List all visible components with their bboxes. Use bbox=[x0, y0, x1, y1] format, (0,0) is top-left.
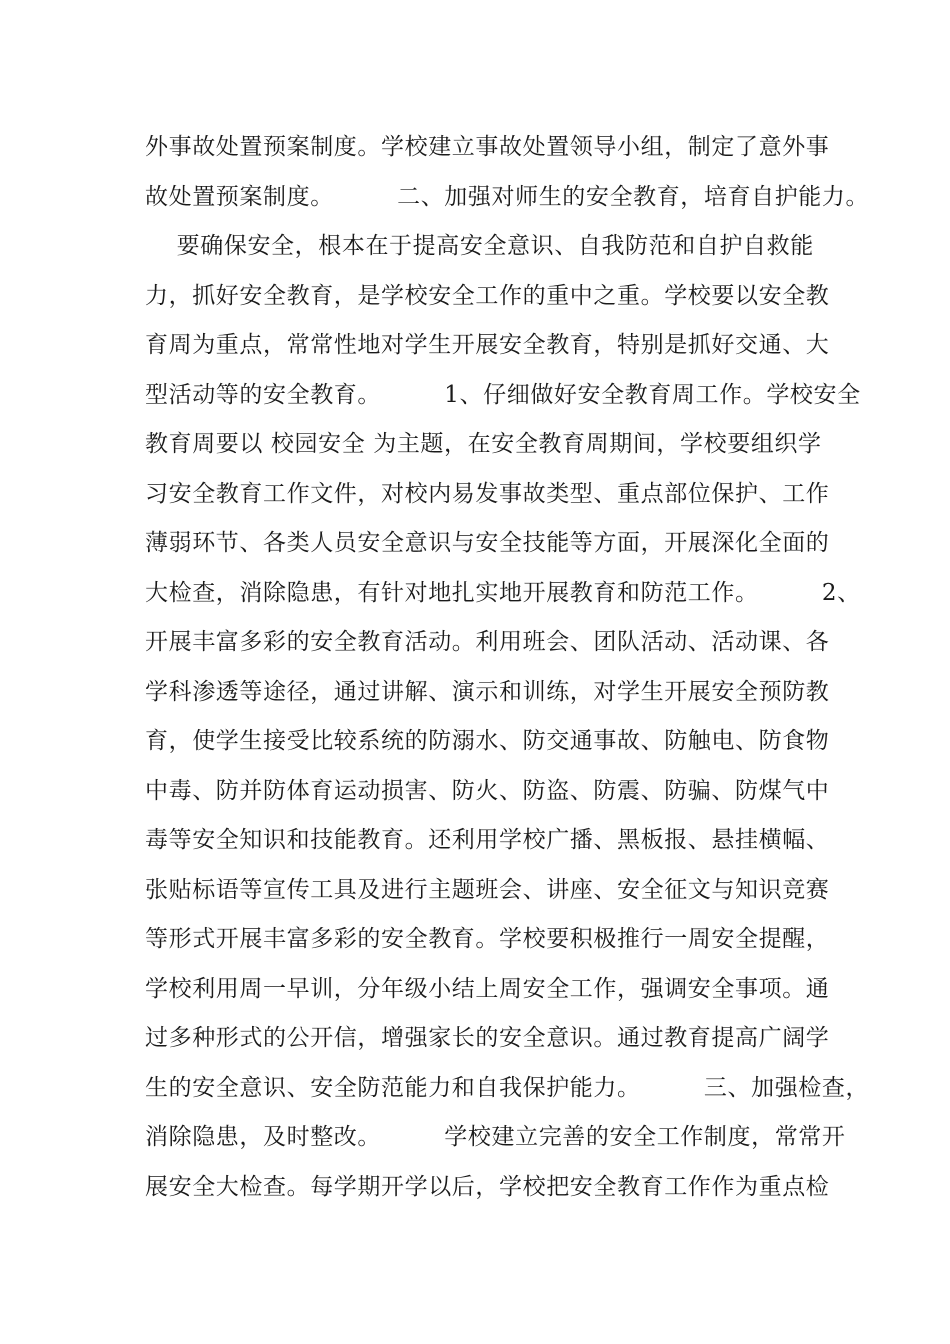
text-line: 大检查，消除隐患，有针对地扎实地开展教育和防范工作。 2、 bbox=[145, 579, 861, 606]
text-line: 育，使学生接受比较系统的防溺水、防交通事故、防触电、防食物 bbox=[145, 728, 830, 754]
text-line: 张贴标语等宣传工具及进行主题班会、讲座、安全征文与知识竞赛 bbox=[145, 876, 830, 903]
text-line: 展安全大检查。每学期开学以后，学校把安全教育工作作为重点检 bbox=[145, 1173, 830, 1200]
text-line: 中毒、防并防体育运动损害、防火、防盗、防震、防骗、防煤气中 bbox=[145, 777, 830, 804]
text-line: 毒等安全知识和技能教育。还利用学校广播、黑板报、悬挂横幅、 bbox=[145, 827, 830, 853]
text-line: 要确保安全，根本在于提高安全意识、自我防范和自护自救能 bbox=[145, 233, 814, 259]
text-line: 开展丰富多彩的安全教育活动。利用班会、团队活动、活动课、各 bbox=[145, 629, 830, 655]
text-line: 生的安全意识、安全防范能力和自我保护能力。 三、加强检查， bbox=[145, 1074, 870, 1101]
text-line: 习安全教育工作文件，对校内易发事故类型、重点部位保护、工作 bbox=[145, 480, 830, 507]
text-line: 消除隐患，及时整改。 学校建立完善的安全工作制度，常常开 bbox=[145, 1124, 846, 1150]
text-line: 外事故处置预案制度。学校建立事故处置领导小组，制定了意外事 bbox=[145, 134, 830, 160]
text-line: 育周为重点，常常性地对学生开展安全教育，特别是抓好交通、大 bbox=[145, 332, 830, 358]
text-line: 学科渗透等途径，通过讲解、演示和训练，对学生开展安全预防教 bbox=[145, 678, 830, 705]
text-line: 学校利用周一早训，分年级小结上周安全工作，强调安全事项。通 bbox=[145, 975, 830, 1002]
text-line: 型活动等的安全教育。 1、仔细做好安全教育周工作。学校安全 bbox=[145, 381, 861, 408]
text-line: 等形式开展丰富多彩的安全教育。学校要积极推行一周安全提醒， bbox=[145, 926, 830, 952]
text-line: 过多种形式的公开信，增强家长的安全意识。通过教育提高广阔学 bbox=[145, 1025, 830, 1051]
text-line: 薄弱环节、各类人员安全意识与安全技能等方面，开展深化全面的 bbox=[145, 530, 830, 556]
text-line: 故处置预案制度。 二、加强对师生的安全教育，培育自护能力。 bbox=[145, 183, 870, 210]
text-line: 教育周要以 校园安全 为主题，在安全教育周期间，学校要组织学 bbox=[145, 431, 822, 457]
text-line: 力，抓好安全教育，是学校安全工作的重中之重。学校要以安全教 bbox=[145, 282, 830, 309]
